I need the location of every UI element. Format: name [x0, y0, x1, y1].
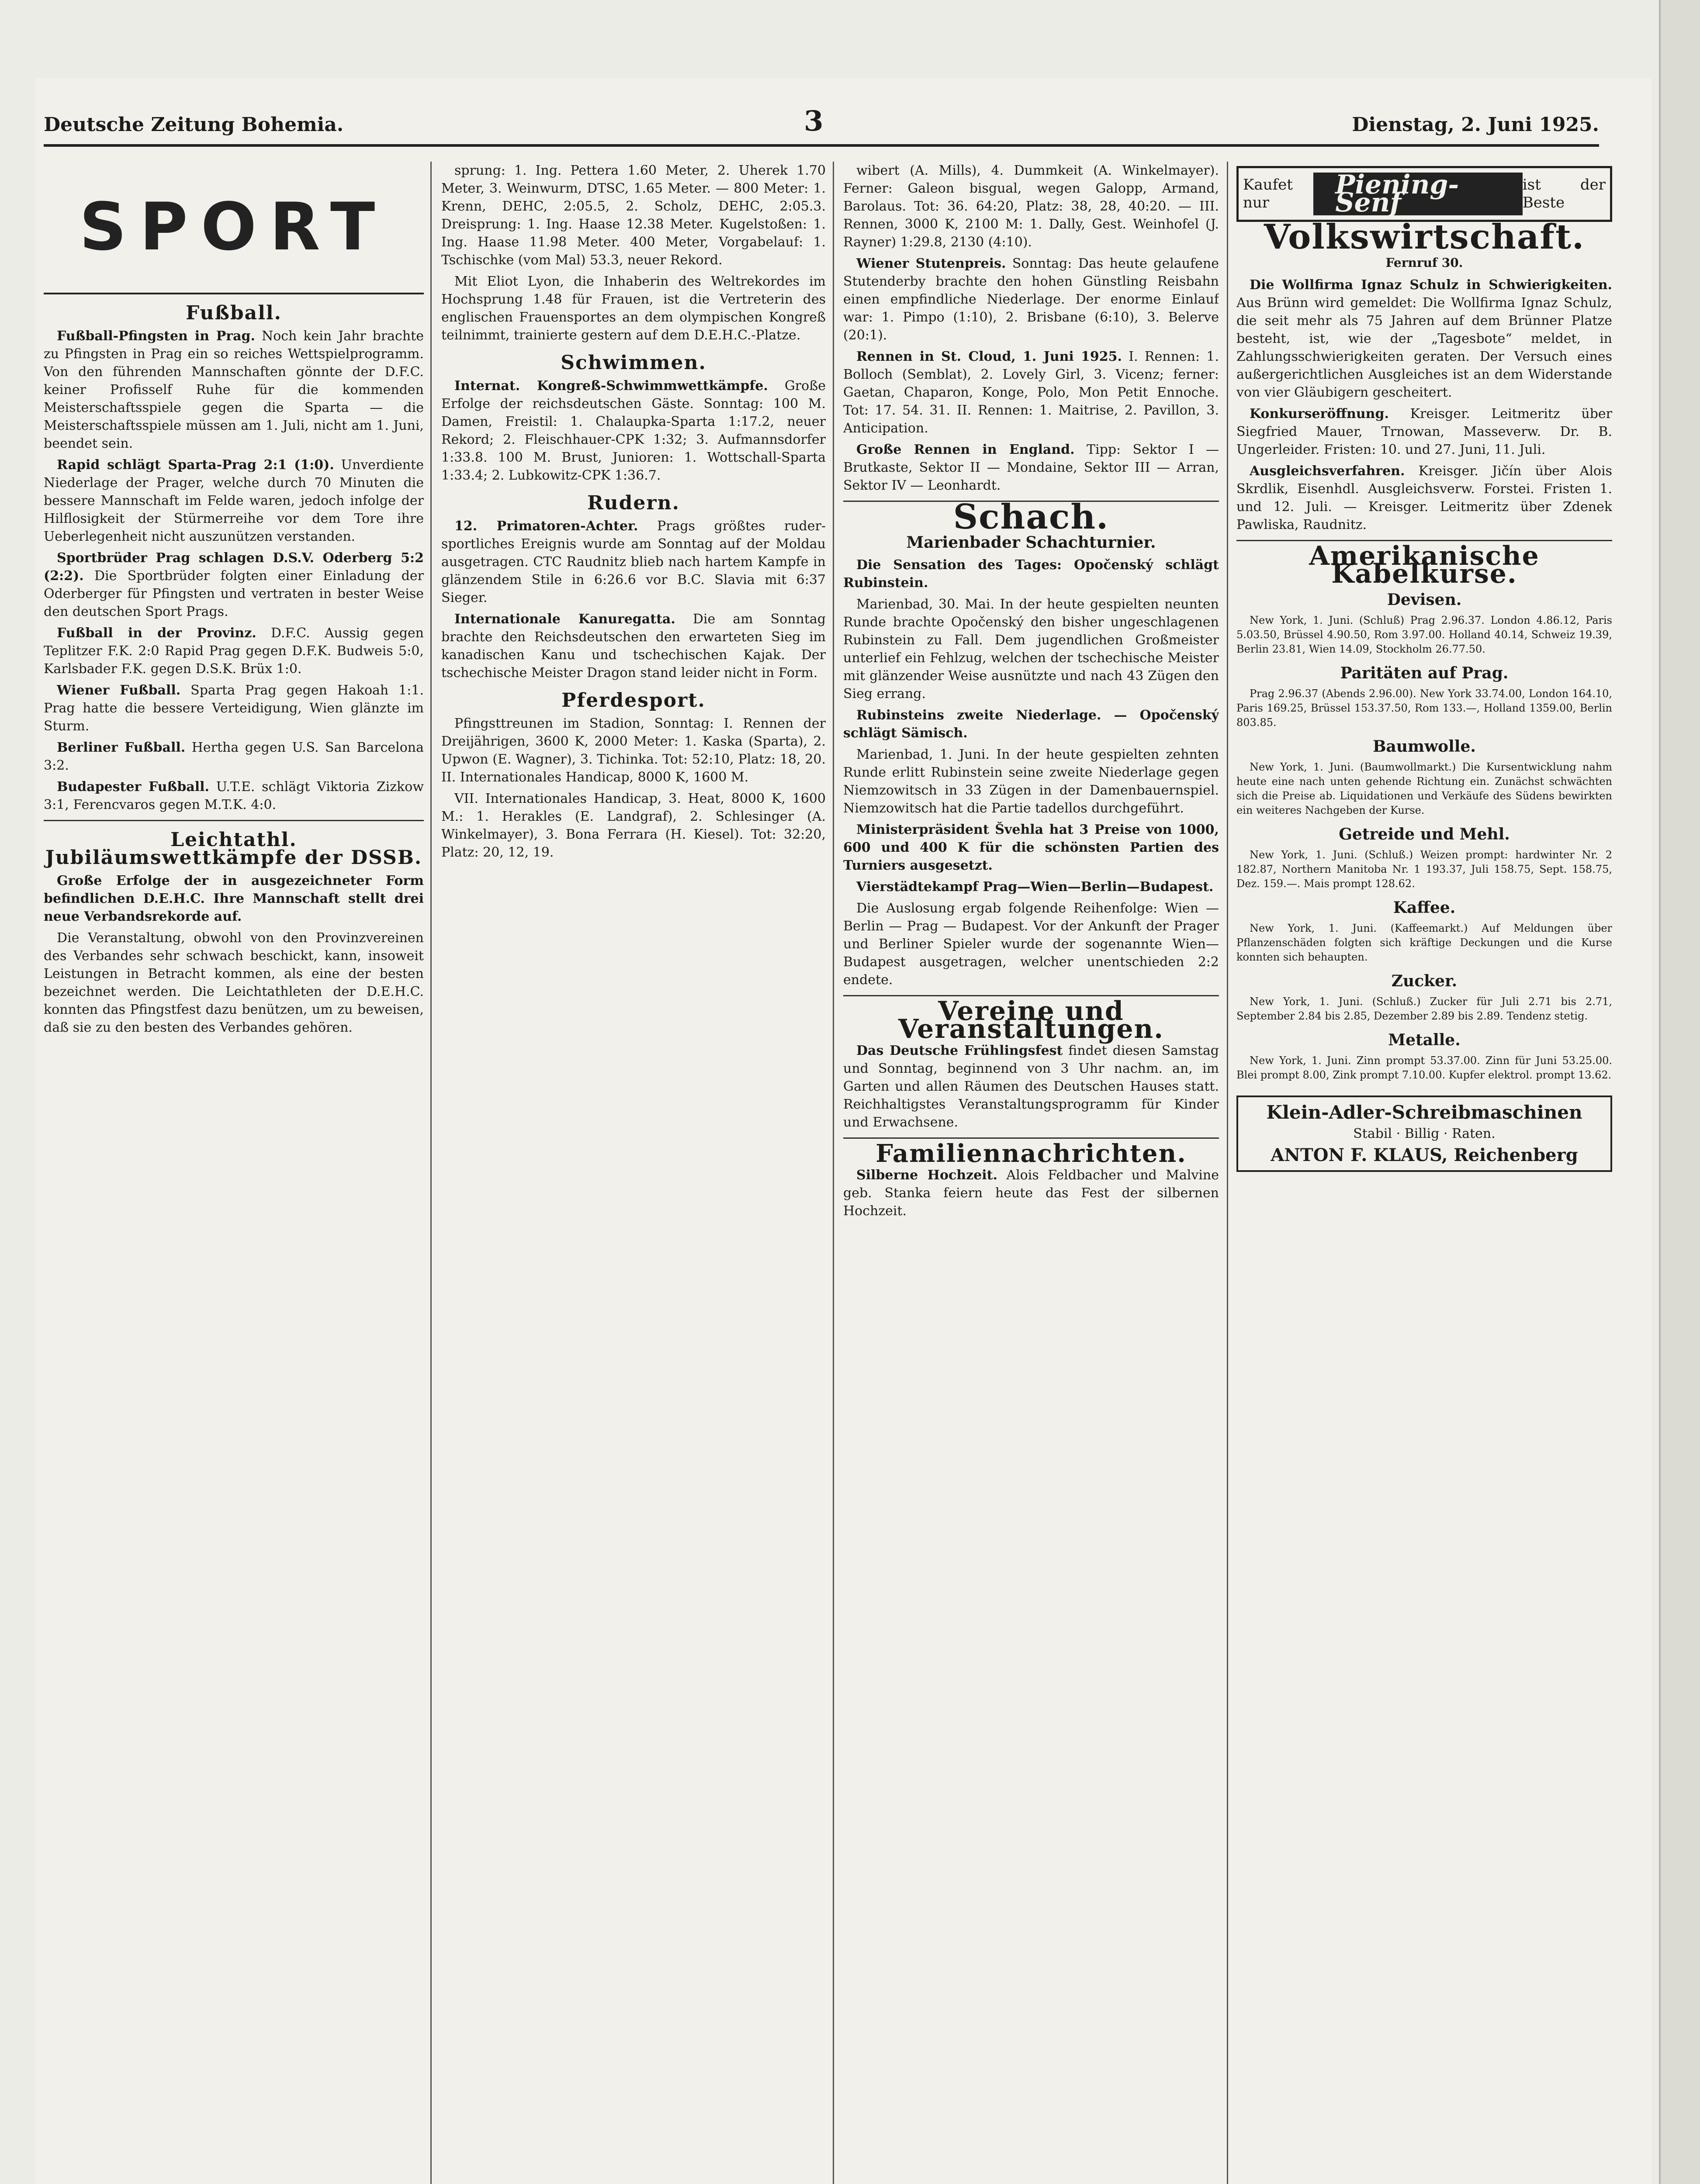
- section-subheading: Fernruf 30.: [1385, 256, 1463, 270]
- article: Rapid schlägt Sparta-Prag 2:1 (1:0). Unverdiente Niederlage der Prager, welche durch 70 Minuten die bessere Mannschaft im Felde waren, jedoch infolge der Hilflosigkeit der Stürmerreihe vor dem Tore ihre Ueberlegenheit nicht auszunützen verstanden.: [44, 457, 424, 544]
- section-heading-schwimmen: Schwimmen.: [561, 352, 706, 374]
- article: Silberne Hochzeit. Alois Feldbacher und Malvine geb. Stanka feiern heute das Fest der silbernen Hochzeit.: [843, 1168, 1219, 1219]
- article: Die Auslosung ergab folgende Reihenfolge: Wien — Berlin — Prag — Budapest. Vor der Ankunft der Prager und Berliner Spieler wurde der sogenannte Wien—Budapest ausgetragen, welcher unentschieden 2:2 endete.: [843, 901, 1219, 988]
- ad-company: ANTON F. KLAUS, Reichenberg: [1271, 1145, 1578, 1165]
- article: Konkurseröffnung. Kreisger. Leitmeritz über Siegfried Mauer, Trnowan, Masseverw. Dr. B. Ungerleider. Fristen: 10. und 27. Juni, 11. Juli.: [1236, 406, 1612, 457]
- ad-title: Klein-Adler-Schreibmaschinen: [1266, 1102, 1582, 1123]
- section-heading-schach: Schach.: [953, 497, 1109, 537]
- article: Mit Eliot Lyon, die Inhaberin des Weltrekordes im Hochsprung 1.48 für Frauen, ist die Vertreterin des englischen Frauensportes an dem olympischen Kongreß teilnimmt, trainierte gestern auf dem D.E.H.C.-Platze.: [441, 274, 826, 343]
- article: Sportbrüder Prag schlagen D.S.V. Oderberg 5:2 (2:2). Die Sportbrüder folgten einer Einladung der Oderberger für Pfingsten und vertraten in bester Weise den deutschen Sport Prags.: [44, 550, 424, 619]
- section-subheading: Marienbader Schachturnier.: [906, 533, 1156, 552]
- article: New York, 1. Juni. (Schluß.) Zucker für Juli 2.71 bis 2.71, September 2.84 bis 2.85, Dezember 2.89 bis 2.89. Tendenz stetig.: [1236, 995, 1612, 1022]
- column-divider: [833, 162, 834, 2184]
- article: Berliner Fußball. Hertha gegen U.S. San Barcelona 3:2.: [44, 740, 424, 773]
- article: Die Wollfirma Ignaz Schulz in Schwierigkeiten. Aus Brünn wird gemeldet: Die Wollfirma Ignaz Schulz, die seit mehr als 75 Jahren auf dem Brünner Platze besteht, ist, wie der „Tagesbote“ meldet, in Zahlungsschwierigkeiten geraten. Der Versuch eines außergerichtlichen Ausgleiches ist an dem Widerstande von vier Gläubigern gescheitert.: [1236, 277, 1612, 400]
- article: Fußball in der Provinz. D.F.C. Aussig gegen Teplitzer F.K. 2:0 Rapid Prag gegen D.F.K. Budweis 5:0, Karlsbader F.K. gegen D.S.K. Brüx 1:0.: [44, 625, 424, 677]
- article: New York, 1. Juni. (Baumwollmarkt.) Die Kursentwicklung nahm heute eine nach unten gehende Richtung ein. Zunächst schwächten sich die Preise ab. Liquidationen und Verkäufe des Südens bewirkten ein weiteres Nachgeben der Kurse.: [1236, 761, 1612, 816]
- article: VII. Internationales Handicap, 3. Heat, 8000 K, 1600 M.: 1. Herakles (E. Landgraf), 2. Schlesinger (A. Winkelmayer), 3. Bona Ferrara (H. Kiesel). Tot: 32:20, Platz: 20, 12, 19.: [441, 791, 826, 860]
- newspaper-name: Deutsche Zeitung Bohemia.: [44, 114, 344, 136]
- sport-logo: SPORT: [44, 162, 424, 294]
- article-subtitle: Die Sensation des Tages: Opočenský schlägt Rubinstein.: [843, 557, 1219, 591]
- section-subheading: Baumwolle.: [1373, 737, 1476, 756]
- ad-subtitle: Stabil · Billig · Raten.: [1353, 1126, 1496, 1141]
- section-subheading: Metalle.: [1388, 1031, 1461, 1049]
- section-subheading: Kaffee.: [1393, 898, 1456, 917]
- column-racing-chess: [843, 162, 1219, 2184]
- section-heading-familie: Familiennachrichten.: [876, 1139, 1187, 1168]
- issue-date: Dienstag, 2. Juni 1925.: [1352, 114, 1599, 136]
- divider: [843, 1137, 1219, 1139]
- article: Marienbad, 30. Mai. In der heute gespielten neunten Runde brachte Opočenský den bisher ungeschlagenen Rubinstein zu Fall. Dem jugendlichen Großmeister unterlief ein Fehlzug, welchen der tschechische Meister mit glänzender Weise ausnützte und nach 43 Zügen den Sieg errang.: [843, 597, 1219, 702]
- article: Pfingsttreunen im Stadion, Sonntag: I. Rennen der Dreijährigen, 3600 K, 2000 Meter: 1. Kaska (Sparta), 2. Upwon (E. Wagner), 3. Tichinka. Tot: 52:10, Platz: 18, 20. II. Internationales Handicap, 8000 K, 1600 M.: [441, 716, 826, 785]
- article-subtitle: Ministerpräsident Švehla hat 3 Preise von 1000, 600 und 400 K für die schönsten Partien des Turniers ausgesetzt.: [843, 822, 1219, 873]
- section-subheading: Devisen.: [1387, 591, 1462, 609]
- article: Große Rennen in England. Tipp: Sektor I — Brutkaste, Sektor II — Mondaine, Sektor III — Arran, Sektor IV — Leonhardt.: [843, 442, 1219, 493]
- ad-brand: Piening-Senf: [1313, 173, 1523, 215]
- article: Wiener Stutenpreis. Sonntag: Das heute gelaufene Stutenderby brachte den hohen Günstling Reisbahn einen empfindliche Niederlage. Der enorme Einlauf war: 1. Pimpo (1:10), 2. Brisbane (6:10), 3. Belerve (20:1).: [843, 256, 1219, 343]
- article: Marienbad, 1. Juni. In der heute gespielten zehnten Runde erlitt Rubinstein seine zweite Niederlage gegen Niemzowitsch in 33 Zügen in der Damenbauernspiel. Niemzowitsch hat die Partie tadellos durchgeführt.: [843, 747, 1219, 816]
- ad-text: Kaufet nur: [1243, 176, 1293, 211]
- article: New York, 1. Juni. Zinn prompt 53.37.00. Zinn für Juni 53.25.00. Blei prompt 8.00, Zink prompt 7.10.00. Kupfer elektrol. prompt 13.62.: [1236, 1054, 1612, 1081]
- article: New York, 1. Juni. (Schluß.) Weizen prompt: hardwinter Nr. 2 182.87, Northern Manitoba Nr. 1 193.37, Juli 158.75, Sept. 158.75, Dez. 159.—. Mais prompt 128.62.: [1236, 849, 1612, 890]
- header-rule: [44, 144, 1599, 147]
- article: Ausgleichsverfahren. Kreisger. Jičín über Alois Skrdlik, Eisenhdl. Ausgleichsverw. Forstei. Fristen 1. und 12. Juli. — Kreisger. Leitmeritz über Zdenek Pawliska, Raudnitz.: [1236, 463, 1612, 532]
- article: Prag 2.96.37 (Abends 2.96.00). New York 33.74.00, London 164.10, Paris 169.25, Brüssel 153.37.50, Rom 133.—, Holland 1359.00, Berlin 803.85.: [1236, 688, 1612, 729]
- column-economy: [1236, 162, 1612, 2184]
- column-sport-results: [441, 162, 826, 2184]
- column-sport: [44, 162, 424, 2184]
- article-subtitle: Vierstädtekampf Prag—Wien—Berlin—Budapest.: [856, 879, 1214, 895]
- article: sprung: 1. Ing. Pettera 1.60 Meter, 2. Uherek 1.70 Meter, 3. Weinwurm, DTSC, 1.65 Meter. — 800 Meter: 1. Krenn, DEHC, 2:05.5, 2. Scholz, DEHC, 2:05.3. Dreisprung: 1. Ing. Haase 12.38 Meter. Kugelstoßen: 1. Ing. Haase 11.98 Meter. 400 Meter, Vorgabelauf: 1. Tschischke (vom Mal) 53.3, neuer Rekord.: [441, 163, 826, 268]
- section-heading-vereine: Vereine und Veranstaltungen.: [898, 996, 1164, 1044]
- section-heading-kabelkurse: Amerikanische Kabelkurse.: [1309, 541, 1540, 589]
- newspaper-page: [35, 79, 1652, 2184]
- article: Die Veranstaltung, obwohl von den Provinzvereinen des Verbandes sehr schwach beschickt, kann, insoweit Leistungen in Betracht kommen, als eine der besten bezeichnet werden. Die Leichtathleten der D.E.H.C. konnten das Pfingstfest dazu benützen, um zu beweisen, daß sie zu den besten des Verbandes gehören.: [44, 930, 424, 1035]
- article: Fußball-Pfingsten in Prag. Noch kein Jahr brachte zu Pfingsten in Prag ein so reiches Wettspielprogramm. Von den führenden Mannschaften gönnte der D.F.C. keiner Profisself Ruhe für die kommenden Meisterschaftsspiele gegen die Sparta — die Meisterschaftsspiele müssen am 1. Juli, nicht am 1. Juni, beendet sein.: [44, 328, 424, 451]
- article-subtitle: Rubinsteins zweite Niederlage. — Opočenský schlägt Sämisch.: [843, 708, 1219, 741]
- section-heading-leichtathletik: Leichtathl. Jubiläumswettkämpfe der DSSB.: [45, 829, 422, 869]
- page-number: 3: [804, 105, 824, 138]
- section-heading-pferdesport: Pferdesport.: [561, 689, 706, 712]
- article: Budapester Fußball. U.T.E. schlägt Viktoria Zizkow 3:1, Ferencvaros gegen M.T.K. 4:0.: [44, 779, 424, 812]
- article: wibert (A. Mills), 4. Dummkeit (A. Winkelmayer). Ferner: Galeon bisgual, wegen Galopp, Armand, Barolaus. Tot: 36. 64:20, Platz: 38, 28, 40:20. — III. Rennen, 3000 K, 2100 M: 1. Dally, Gest. Weinhofel (J. Rayner) 1:29.8, 2130 (4:10).: [843, 163, 1219, 250]
- ad-text: ist der Beste: [1522, 176, 1606, 211]
- section-heading-fussball: Fußball.: [186, 302, 282, 324]
- article: Internat. Kongreß-Schwimmwettkämpfe. Große Erfolge der reichsdeutschen Gäste. Sonntag: 100 M. Damen, Freistil: 1. Chalaupka-Sparta 1:17.2, neuer Rekord; 2. Fleischhauer-CPK 1:32; 3. Aufmannsdorfer 1:33.8. 100 M. Brust, Junioren: 1. Wottschall-Sparta 1:33.4; 2. Lubkowitz-CPK 1:36.7.: [441, 378, 826, 483]
- section-heading-volkswirtschaft: Volkswirtschaft.: [1264, 217, 1585, 257]
- section-heading-rudern: Rudern.: [587, 492, 680, 514]
- page-header: [44, 105, 1599, 140]
- article: Wiener Fußball. Sparta Prag gegen Hakoah 1:1. Prag hatte die bessere Verteidigung, Wien glänzte im Sturm.: [44, 683, 424, 734]
- article: New York, 1. Juni. (Kaffeemarkt.) Auf Meldungen über Pflanzenschäden folgten sich kräftige Deckungen und die Kurse konnten sich behaupten.: [1236, 922, 1612, 963]
- column-divider: [1227, 162, 1228, 2184]
- article-subtitle: Große Erfolge der in ausgezeichneter Form befindlichen D.E.H.C. Ihre Mannschaft stellt drei neue Verbandsrekorde auf.: [44, 873, 424, 924]
- column-divider: [430, 162, 432, 2184]
- article: Rennen in St. Cloud, 1. Juni 1925. I. Rennen: 1. Bolloch (Semblat), 2. Lovely Girl, 3. Vicenz; ferner: Gaetan, Chaparon, Konge, Polo, Mon Petit Ennoche. Tot: 17. 54. 31. II. Rennen: 1. Maitrise, 2. Pavillon, 3. Anticipation.: [843, 349, 1219, 436]
- section-subheading: Paritäten auf Prag.: [1340, 664, 1509, 682]
- divider: [44, 820, 424, 821]
- mustard-advertisement: [1236, 166, 1612, 222]
- page-edge: [1659, 0, 1700, 2184]
- article: Das Deutsche Frühlingsfest findet diesen Samstag und Sonntag, beginnend von 3 Uhr nachm. an, im Garten und allen Räumen des Deutschen Hauses statt. Reichhaltigstes Veranstaltungsprogramm für Kinder und Erwachsene.: [843, 1043, 1219, 1130]
- article: Internationale Kanuregatta. Die am Sonntag brachte den Reichsdeutschen den erwarteten Sieg im kanadischen Kanu und tschechischen Kajak. Der tschechische Meister Dragon stand leider nicht in Form.: [441, 612, 826, 681]
- section-subheading: Zucker.: [1391, 972, 1458, 990]
- article: 12. Primatoren-Achter. Prags größtes ruder-sportliches Ereignis wurde am Sonntag auf der Moldau ausgetragen. CTC Raudnitz blieb nach hartem Kampfe in glänzendem Stile in 6:26.6 vor B.C. Slavia mit 6:37 Sieger.: [441, 518, 826, 605]
- article: New York, 1. Juni. (Schluß) Prag 2.96.37. London 4.86.12, Paris 5.03.50, Brüssel 4.90.50, Rom 3.97.00. Holland 40.14, Schweiz 19.39, Berlin 23.81, Wien 14.09, Stockholm 26.77.50.: [1236, 614, 1612, 655]
- typewriter-advertisement: [1236, 1095, 1612, 1172]
- section-subheading: Getreide und Mehl.: [1339, 825, 1510, 843]
